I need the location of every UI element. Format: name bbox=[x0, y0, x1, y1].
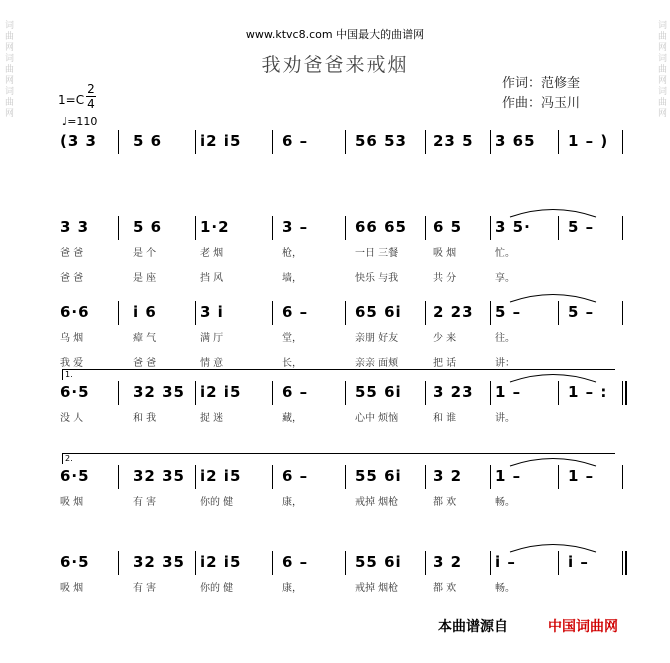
row-line1-measure-7: 3 5· bbox=[495, 218, 531, 236]
row-line1-lyrics2-7: 享。 bbox=[495, 273, 515, 284]
barline bbox=[272, 465, 273, 489]
left-watermark: 词曲网词曲网词曲网 bbox=[3, 20, 13, 119]
row-line1-lyrics1-7: 忙。 bbox=[495, 248, 515, 259]
row-line1-lyrics1-3: 老 烟 bbox=[200, 248, 224, 259]
row-line3-measure-6: 3 23 bbox=[433, 383, 474, 401]
barline bbox=[345, 465, 346, 489]
barline bbox=[195, 301, 196, 325]
barline bbox=[195, 130, 196, 154]
row-line2-measure-5: 65 6i bbox=[355, 303, 402, 321]
barline bbox=[622, 216, 623, 240]
row-line1-measure-6: 6 5 bbox=[433, 218, 463, 236]
row-line4-lyrics1-7: 畅。 bbox=[495, 497, 515, 508]
tempo-marking: ♩=110 bbox=[62, 115, 98, 128]
row-line4-measure-6: 3 2 bbox=[433, 467, 463, 485]
barline bbox=[345, 551, 346, 575]
barline bbox=[118, 130, 119, 154]
row-line5-measure-8: i – bbox=[568, 553, 589, 571]
row-line3-lyrics1-4: 藏， bbox=[282, 413, 302, 424]
row-line2-measure-3: 3 i bbox=[200, 303, 224, 321]
row-line3-measure-7: 1 – bbox=[495, 383, 522, 401]
row-line1-lyrics2-2: 是 座 bbox=[133, 273, 157, 284]
row-line1-lyrics1-5: 一日 三餐 bbox=[355, 248, 399, 259]
row-line5-lyrics1-1: 吸 烟 bbox=[60, 583, 84, 594]
barline bbox=[558, 551, 559, 575]
row-line2-lyrics1-2: 瘴 气 bbox=[133, 333, 157, 344]
row-line1-measure-5: 66 65 bbox=[355, 218, 407, 236]
row-line2-lyrics2-2: 爸 爸 bbox=[133, 358, 157, 369]
slur bbox=[508, 206, 598, 218]
barline bbox=[272, 551, 273, 575]
barline bbox=[195, 381, 196, 405]
time-signature-top: 2 bbox=[87, 82, 95, 96]
row-line3-measure-2: 32 35 bbox=[133, 383, 185, 401]
lyricist-credit: 作词：范修奎 bbox=[502, 76, 581, 91]
right-watermark: 词曲网词曲网词曲网 bbox=[656, 20, 666, 119]
row-line5-measure-1: 6·5 bbox=[60, 553, 90, 571]
row-line1-lyrics1-4: 枪， bbox=[282, 248, 302, 259]
key-signature: 1=C bbox=[58, 93, 85, 107]
barline bbox=[272, 381, 273, 405]
row-line1-measure-3: 1·2 bbox=[200, 218, 230, 236]
barline bbox=[425, 551, 426, 575]
volta-bracket: 1. bbox=[62, 369, 615, 380]
row-line2-lyrics2-5: 亲亲 面颊 bbox=[355, 358, 399, 369]
row-line2-measure-7: 5 – bbox=[495, 303, 522, 321]
row-line3-lyrics1-2: 和 我 bbox=[133, 413, 157, 424]
row-line4-measure-8: 1 – bbox=[568, 467, 595, 485]
row-intro-measure-7: 3 65 bbox=[495, 132, 536, 150]
row-line4-lyrics1-1: 吸 烟 bbox=[60, 497, 84, 508]
barline bbox=[490, 381, 491, 405]
row-line5-lyrics1-2: 有 害 bbox=[133, 583, 157, 594]
row-line5-lyrics1-3: 你的 健 bbox=[200, 583, 234, 594]
row-line5-lyrics1-4: 康， bbox=[282, 583, 302, 594]
row-intro-measure-8: 1 – ) bbox=[568, 132, 609, 150]
row-line1-lyrics1-6: 吸 烟 bbox=[433, 248, 457, 259]
row-line2-measure-4: 6 – bbox=[282, 303, 309, 321]
row-line3-measure-3: i2 i5 bbox=[200, 383, 242, 401]
barline bbox=[118, 551, 119, 575]
barline bbox=[345, 381, 346, 405]
barline bbox=[195, 216, 196, 240]
row-line1-lyrics1-1: 爸 爸 bbox=[60, 248, 84, 259]
barline bbox=[558, 130, 559, 154]
row-line2-lyrics2-6: 把 话 bbox=[433, 358, 457, 369]
row-line5-measure-3: i2 i5 bbox=[200, 553, 242, 571]
row-line2-measure-2: i 6 bbox=[133, 303, 157, 321]
row-line2-measure-6: 2 23 bbox=[433, 303, 474, 321]
row-intro-measure-2: 5 6 bbox=[133, 132, 163, 150]
footer-source-name: 中国词曲网 bbox=[548, 619, 618, 635]
row-line5-measure-6: 3 2 bbox=[433, 553, 463, 571]
barline bbox=[118, 301, 119, 325]
row-line3-measure-4: 6 – bbox=[282, 383, 309, 401]
barline bbox=[622, 130, 623, 154]
row-line4-measure-2: 32 35 bbox=[133, 467, 185, 485]
row-line2-lyrics1-6: 少 来 bbox=[433, 333, 457, 344]
composer-credit: 作曲：冯玉川 bbox=[502, 96, 581, 111]
row-line5-measure-5: 55 6i bbox=[355, 553, 402, 571]
row-line4-lyrics1-5: 戒掉 烟枪 bbox=[355, 497, 399, 508]
row-line3-measure-1: 6·5 bbox=[60, 383, 90, 401]
barline bbox=[622, 381, 623, 405]
slur bbox=[508, 291, 598, 303]
row-line3-lyrics1-1: 没 人 bbox=[60, 413, 84, 424]
barline bbox=[490, 216, 491, 240]
volta-bracket: 2. bbox=[62, 453, 615, 464]
barline bbox=[622, 551, 623, 575]
barline bbox=[622, 465, 623, 489]
barline bbox=[558, 465, 559, 489]
barline bbox=[272, 216, 273, 240]
row-line2-lyrics2-3: 情 意 bbox=[200, 358, 224, 369]
slur bbox=[508, 455, 598, 467]
barline bbox=[118, 465, 119, 489]
site-header: www.ktvc8.com 中国最大的曲谱网 bbox=[245, 28, 425, 41]
barline bbox=[490, 551, 491, 575]
final-barline bbox=[625, 551, 627, 575]
row-line4-lyrics1-3: 你的 健 bbox=[200, 497, 234, 508]
row-line1-measure-1: 3 3 bbox=[60, 218, 90, 236]
row-line2-measure-8: 5 – bbox=[568, 303, 595, 321]
barline bbox=[490, 465, 491, 489]
row-line1-measure-2: 5 6 bbox=[133, 218, 163, 236]
barline bbox=[425, 216, 426, 240]
final-barline bbox=[625, 381, 627, 405]
row-line2-lyrics2-1: 我 爱 bbox=[60, 358, 84, 369]
row-line5-measure-4: 6 – bbox=[282, 553, 309, 571]
row-line2-measure-1: 6·6 bbox=[60, 303, 90, 321]
barline bbox=[118, 381, 119, 405]
barline bbox=[195, 551, 196, 575]
barline bbox=[425, 301, 426, 325]
row-line4-measure-3: i2 i5 bbox=[200, 467, 242, 485]
row-intro-measure-1: (3 3 bbox=[60, 132, 97, 150]
time-signature bbox=[86, 82, 96, 111]
barline bbox=[195, 465, 196, 489]
barline bbox=[622, 301, 623, 325]
row-line2-lyrics1-7: 往。 bbox=[495, 333, 515, 344]
row-line2-lyrics1-4: 堂， bbox=[282, 333, 302, 344]
row-line3-measure-5: 55 6i bbox=[355, 383, 402, 401]
row-line2-lyrics1-1: 乌 烟 bbox=[60, 333, 84, 344]
row-line1-lyrics2-6: 共 分 bbox=[433, 273, 457, 284]
barline bbox=[490, 130, 491, 154]
row-line1-lyrics2-3: 挡 风 bbox=[200, 273, 224, 284]
row-intro-measure-4: 6 – bbox=[282, 132, 309, 150]
row-intro-measure-6: 23 5 bbox=[433, 132, 474, 150]
row-line3-lyrics1-6: 和 谁 bbox=[433, 413, 457, 424]
row-line4-lyrics1-6: 都 欢 bbox=[433, 497, 457, 508]
row-line1-lyrics2-5: 快乐 与我 bbox=[355, 273, 399, 284]
row-line4-measure-1: 6·5 bbox=[60, 467, 90, 485]
row-line5-measure-7: i – bbox=[495, 553, 516, 571]
barline bbox=[558, 381, 559, 405]
barline bbox=[425, 381, 426, 405]
barline bbox=[345, 130, 346, 154]
row-line3-lyrics1-7: 讲。 bbox=[495, 413, 515, 424]
row-line4-lyrics1-2: 有 害 bbox=[133, 497, 157, 508]
row-line4-measure-5: 55 6i bbox=[355, 467, 402, 485]
barline bbox=[425, 130, 426, 154]
barline bbox=[345, 216, 346, 240]
barline bbox=[345, 301, 346, 325]
row-line5-lyrics1-7: 畅。 bbox=[495, 583, 515, 594]
row-line1-measure-4: 3 – bbox=[282, 218, 309, 236]
song-title: 我劝爸爸来戒烟 bbox=[261, 54, 409, 76]
row-intro-measure-5: 56 53 bbox=[355, 132, 407, 150]
row-line1-lyrics2-4: 墙， bbox=[282, 273, 302, 284]
time-signature-bottom: 4 bbox=[87, 97, 95, 111]
barline bbox=[490, 301, 491, 325]
barline bbox=[272, 301, 273, 325]
row-line5-lyrics1-6: 都 欢 bbox=[433, 583, 457, 594]
barline bbox=[118, 216, 119, 240]
slur bbox=[508, 541, 598, 553]
row-line3-lyrics1-5: 心中 烦恼 bbox=[355, 413, 399, 424]
row-line4-measure-7: 1 – bbox=[495, 467, 522, 485]
row-line1-lyrics1-2: 是 个 bbox=[133, 248, 157, 259]
row-line3-lyrics1-3: 捉 迷 bbox=[200, 413, 224, 424]
barline bbox=[558, 216, 559, 240]
slur bbox=[508, 371, 598, 383]
row-line5-measure-2: 32 35 bbox=[133, 553, 185, 571]
row-line2-lyrics2-7: 讲： bbox=[495, 358, 515, 369]
barline bbox=[425, 465, 426, 489]
row-line3-measure-8: 1 – : bbox=[568, 383, 608, 401]
row-line2-lyrics1-5: 亲朋 好友 bbox=[355, 333, 399, 344]
row-line5-lyrics1-5: 戒掉 烟枪 bbox=[355, 583, 399, 594]
footer-source-label: 本曲谱源自 bbox=[438, 619, 508, 635]
row-line1-lyrics2-1: 爸 爸 bbox=[60, 273, 84, 284]
barline bbox=[558, 301, 559, 325]
row-line4-measure-4: 6 – bbox=[282, 467, 309, 485]
row-line2-lyrics2-4: 长， bbox=[282, 358, 302, 369]
row-line4-lyrics1-4: 康， bbox=[282, 497, 302, 508]
row-line2-lyrics1-3: 满 厅 bbox=[200, 333, 224, 344]
barline bbox=[272, 130, 273, 154]
row-intro-measure-3: i2 i5 bbox=[200, 132, 242, 150]
row-line1-measure-8: 5 – bbox=[568, 218, 595, 236]
